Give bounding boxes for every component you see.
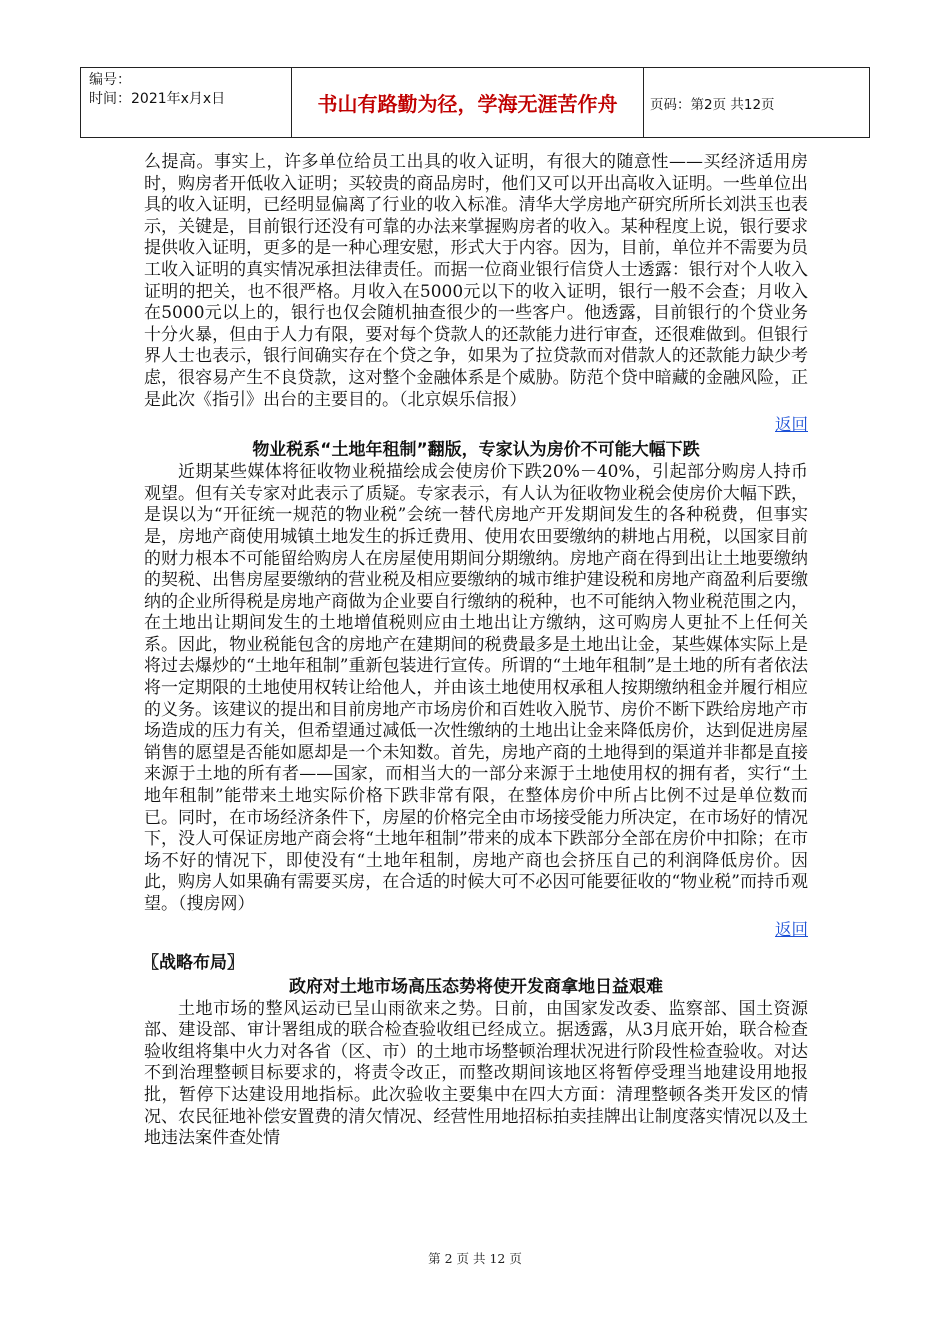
- document-body: [144, 152, 808, 1150]
- header-page-info: 页码：第2页 共12页: [650, 96, 775, 113]
- intro-paragraph: 么提高。事实上，许多单位给员工出具的收入证明，有很大的随意性——买经济适用房时，购房者开低收入证明；买较贵的商品房时，他们又可以开出高收入证明。一些单位出具的收入证明，已经明显偏离了行业的收入标准。清华大学房地产研究所所长刘洪玉也表示，关键是，目前银行还没有可靠的办法来掌握购房者的收入。某种程度上说，银行要求提供收入证明，更多的是一种心理安慰，形式大于内容。因为，目前，单位并不需要为员工收入证明的真实情况承担法律责任。而据一位商业银行信贷人士透露：银行对个人收入证明的把关，也不很严格。月收入在5000元以下的收入证明，银行一般不会查；月收入在5000元以上的，银行也仅会随机抽查很少的一些客户。他透露，目前银行的个贷业务十分火暴，但由于人力有限，要对每个贷款人的还款能力进行审查，还很难做到。但银行界人士也表示，银行间确实存在个贷之争，如果为了拉贷款而对借款人的还款能力缺少考虑，很容易产生不良贷款，这对整个金融体系是个威胁。防范个贷中暗藏的金融风险，正是此次《指引》出台的主要目的。（北京娱乐信报）: [144, 152, 808, 410]
- number-label: 编号：: [89, 72, 131, 88]
- article-title: 政府对土地市场高压态势将使开发商拿地日益艰难: [289, 976, 663, 997]
- article-paragraph: 土地市场的整风运动已呈山雨欲来之势。日前，由国家发改委、监察部、国土资源部、建设部、审计署组成的联合检查验收组已经成立。据透露，从3月底开始，联合检查验收组将集中火力对各省（区、市）的土地市场整顿治理状况进行阶段性检查验收。对达不到治理整顿目标要求的，将责令改正，而整改期间该地区将暂停受理当地建设用地报批，暂停下达建设用地指标。此次验收主要集中在四大方面：清理整顿各类开发区的情况、农民征地补偿安置费的清欠情况、经营性用地招标拍卖挂牌出让制度落实情况以及土地违法案件查处情: [144, 998, 808, 1149]
- back-link[interactable]: 返回: [775, 919, 808, 939]
- header-meta: [81, 68, 292, 137]
- article-title: 物业税系“土地年租制”翻版，专家认为房价不可能大幅下跌: [252, 440, 700, 461]
- header-table: [80, 67, 870, 138]
- header-motto: 书山有路勤为径，学海无涯苦作舟: [292, 68, 644, 137]
- back-link-row: [144, 918, 808, 942]
- back-link[interactable]: 返回: [775, 415, 808, 435]
- section-heading: 〖战略布局〗: [142, 952, 244, 973]
- back-link-row: [144, 413, 808, 437]
- time-label: 时间：2021年x月x日: [89, 91, 226, 107]
- article-paragraph: 近期某些媒体将征收物业税描绘成会使房价下跌20%－40%，引起部分购房人持币观望。但有关专家对此表示了质疑。专家表示，有人认为征收物业税会使房价大幅下跌，是误以为“开征统一规范的物业税”会统一替代房地产开发期间发生的各种税费，但事实是，房地产商使用城镇土地发生的拆迁费用、使用农田要缴纳的耕地占用税，以国家目前的财力根本不可能留给购房人在房屋使用期间分期缴纳。房地产商在得到出让土地要缴纳的契税、出售房屋要缴纳的营业税及相应要缴纳的城市维护建设税和房地产商盈利后要缴纳的企业所得税是房地产商做为企业要自行缴纳的税种，也不可能纳入物业税范围之内，在土地出让期间发生的土地增值税则应由土地出让方缴纳，这可购房人更扯不上任何关系。因此，物业税能包含的房地产在建期间的税费最多是土地出让金，某些媒体实际上是将过去爆炒的“土地年租制”重新包装进行宣传。所谓的“土地年租制”是土地的所有者依法将一定期限的土地使用权转让给他人，并由该土地使用权承租人按期缴纳租金并履行相应的义务。该建议的提出和目前房地产市场房价和百姓收入脱节、房价不断下跌给房地产市场造成的压力有关，但希望通过减低一次性缴纳的土地出让金来降低房价，达到促进房屋销售的愿望是否能如愿却是一个未知数。首先，房地产商的土地得到的渠道并非都是直接来源于土地的所有者——国家，而相当大的一部分来源于土地使用权的拥有者，实行“土地年租制”能带来土地实际价格下跌非常有限，在整体房价中所占比例不过是单位数而已。同时，在市场经济条件下，房屋的价格完全由市场接受能力所决定，在市场好的情况下，没人可保证房地产商会将“土地年租制”带来的成本下跌部分全部在房价中扣除；在市场不好的情况下，即使没有“土地年租制，房地产商也会挤压自己的利润降低房价。因此，购房人如果确有需要买房，在合适的时候大可不必因可能要征收的“物业税”而持币观望。（搜房网）: [144, 462, 808, 914]
- page-footer: 第 2 页 共 12 页: [428, 1251, 522, 1266]
